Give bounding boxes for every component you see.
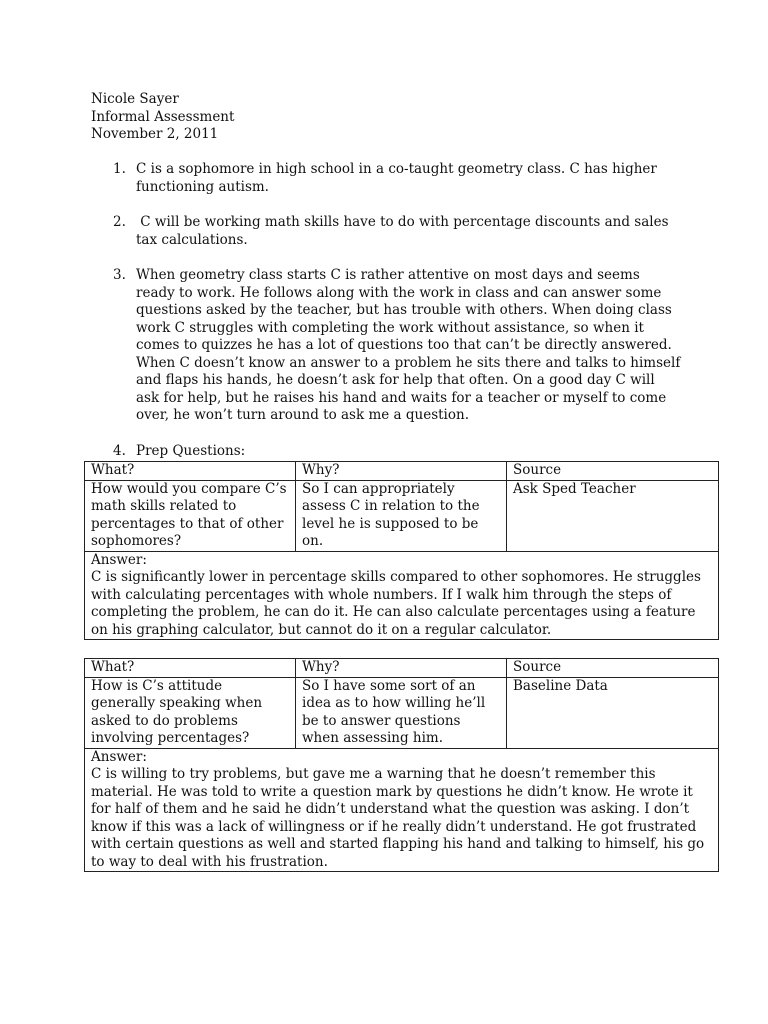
list-item xyxy=(91,267,681,425)
header-why: Why? xyxy=(296,659,507,678)
prep-question-table-2 xyxy=(84,658,719,872)
list-item-text: Prep Questions: xyxy=(136,442,246,459)
cell-what: How would you compare C’s math skills related to percentages to that of other sophomores? xyxy=(85,480,296,551)
answer-text: C is willing to try problems, but gave me a warning that he doesn’t remember this material. He was told to write a question mark by questions he didn’t know. He wrote it for half of them and he said he didn’t understand what the question was asking. I don’t know if this was a lack of willingness or if he really didn’t understand. He got frustrated with certain questions as well and started flapping his hand and talking to himself, his go to way to deal with his frustration. xyxy=(91,766,705,870)
answer-cell xyxy=(85,748,719,872)
cell-what: How is C’s attitude generally speaking when asked to do problems involving percentages? xyxy=(85,677,296,748)
answer-cell xyxy=(85,551,719,640)
cell-why: So I can appropriately assess C in relation to the level he is supposed to be on. xyxy=(296,480,507,551)
header-what: What? xyxy=(85,462,296,481)
answer-text: C is significantly lower in percentage skills compared to other sophomores. He struggles with calculating percentages with whole numbers. If I walk him through the steps of completing the problem, he can do it. He can also calculate percentages using a feature on his graphing calculator, but cannot do it on a regular calculator. xyxy=(91,569,701,638)
table-row xyxy=(85,480,719,551)
list-item xyxy=(91,443,681,461)
list-item xyxy=(91,161,681,196)
header-what: What? xyxy=(85,659,296,678)
author-name: Nicole Sayer xyxy=(91,91,179,107)
cell-why: So I have some sort of an idea as to how willing he’ll be to answer questions when assessing him. xyxy=(296,677,507,748)
table-row xyxy=(85,677,719,748)
list-item-number: 2. xyxy=(113,214,126,230)
table-header-row xyxy=(85,462,719,481)
document-title: Informal Assessment xyxy=(91,108,235,125)
header-source: Source xyxy=(507,462,719,481)
header-source: Source xyxy=(507,659,719,678)
answer-label: Answer: xyxy=(91,551,147,568)
answer-row xyxy=(85,748,719,872)
document-date: November 2, 2011 xyxy=(91,126,219,142)
list-item-number: 4. xyxy=(113,442,126,459)
cell-source: Ask Sped Teacher xyxy=(507,480,719,551)
numbered-list xyxy=(91,161,681,460)
cell-source: Baseline Data xyxy=(507,677,719,748)
list-item-number: 3. xyxy=(113,267,126,283)
list-item-text: When geometry class starts C is rather attentive on most days and seems ready to work. He follows along with the work in class and can answer some questions asked by the teacher, but has trouble with others. When doing class work C struggles with completing the work without assistance, so when it comes to quizzes he has a lot of questions too that can’t be directly answered. When C doesn’t know an answer to a problem he sits there and talks to himself and flaps his hands, he doesn’t ask for help that often. On a good day C will ask for help, but he raises his hand and waits for a teacher or myself to come over, he won’t turn around to ask me a question. xyxy=(136,267,681,423)
list-item-text: C will be working math skills have to do with percentage discounts and sales tax calculations. xyxy=(136,214,673,248)
list-item-number: 1. xyxy=(113,161,126,177)
list-item xyxy=(91,214,681,249)
answer-row xyxy=(85,551,719,640)
document-header xyxy=(91,91,234,144)
prep-question-table-1 xyxy=(84,461,719,640)
answer-label: Answer: xyxy=(91,748,147,765)
header-why: Why? xyxy=(296,462,507,481)
table-header-row xyxy=(85,659,719,678)
list-item-text: C is a sophomore in high school in a co-taught geometry class. C has higher functioning autism. xyxy=(136,161,657,195)
